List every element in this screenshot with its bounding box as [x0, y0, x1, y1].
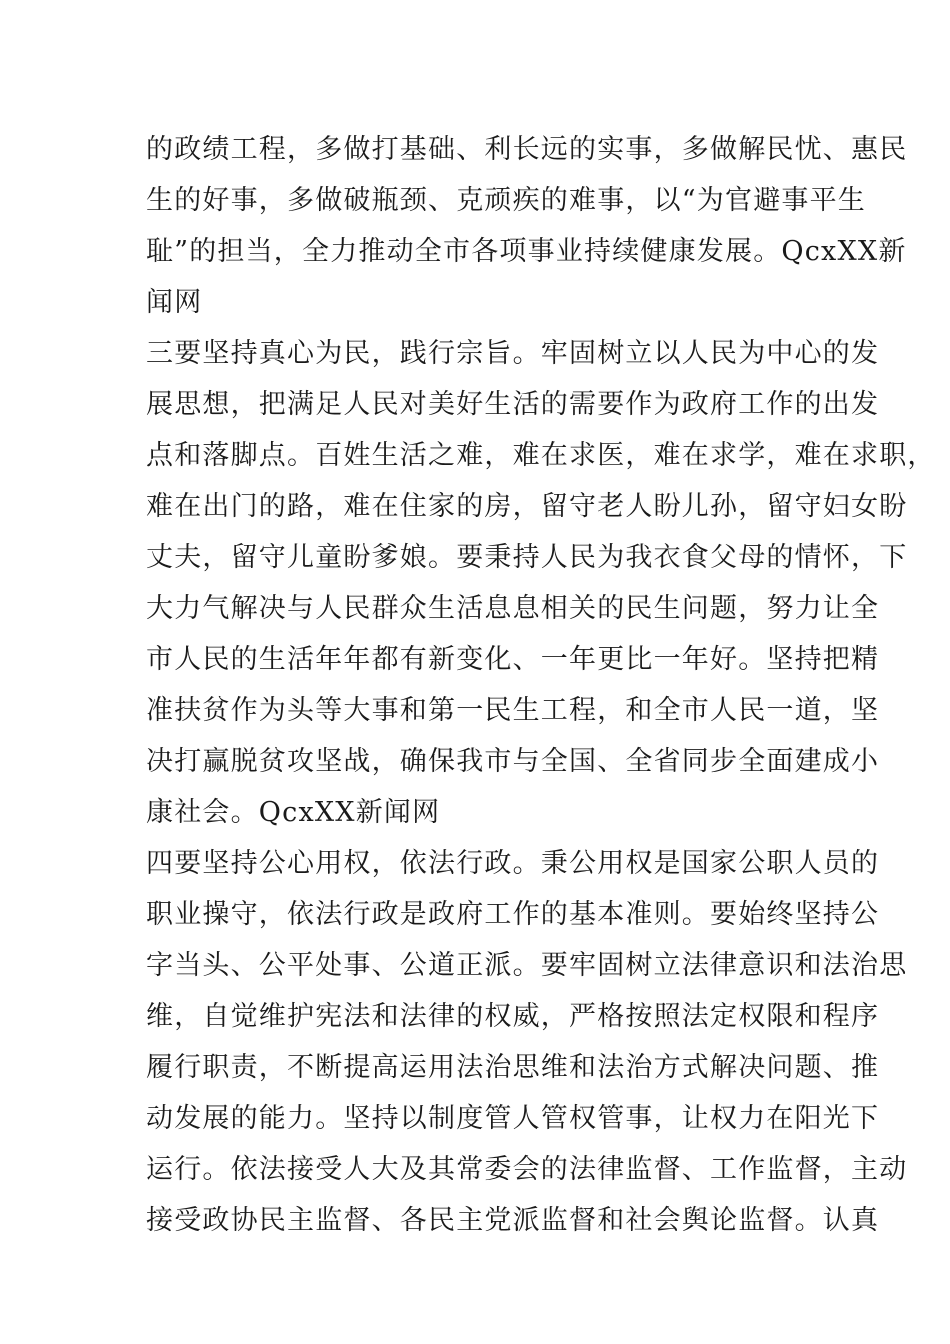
- paragraph-start-line: 四要坚持公心用权，依法行政。秉公用权是国家公职人员的: [146, 848, 880, 879]
- body-text: [146, 124, 936, 1246]
- text-line: 大力气解决与人民群众生活息息相关的民生问题，努力让全: [146, 593, 880, 624]
- text-line: 决打赢脱贫攻坚战，确保我市与全国、全省同步全面建成小: [146, 746, 880, 777]
- text-line: 难在出门的路，难在住家的房，留守老人盼儿孙，留守妇女盼: [146, 491, 908, 522]
- text-line: 运行。依法接受人大及其常委会的法律监督、工作监督，主动: [146, 1154, 908, 1185]
- text-line: 丈夫，留守儿童盼爹娘。要秉持人民为我衣食父母的情怀，下: [146, 542, 908, 573]
- text-line: 耻”的担当，全力推动全市各项事业持续健康发展。QcxXX新: [146, 236, 907, 267]
- text-line: 动发展的能力。坚持以制度管人管权管事，让权力在阳光下: [146, 1103, 880, 1134]
- paragraph-start-line: 三要坚持真心为民，践行宗旨。牢固树立以人民为中心的发: [146, 338, 880, 369]
- text-line: 市人民的生活年年都有新变化、一年更比一年好。坚持把精: [146, 644, 880, 675]
- text-line: 字当头、公平处事、公道正派。要牢固树立法律意识和法治思: [146, 950, 908, 981]
- text-line: 职业操守，依法行政是政府工作的基本准则。要始终坚持公: [146, 899, 880, 930]
- text-line: 接受政协民主监督、各民主党派监督和社会舆论监督。认真: [146, 1205, 880, 1236]
- text-line: 准扶贫作为头等大事和第一民生工程，和全市人民一道，坚: [146, 695, 880, 726]
- text-line: 履行职责，不断提高运用法治思维和法治方式解决问题、推: [146, 1052, 880, 1083]
- text-line: 康社会。QcxXX新闻网: [146, 797, 441, 828]
- text-line: 展思想，把满足人民对美好生活的需要作为政府工作的出发: [146, 389, 880, 420]
- text-line: 维，自觉维护宪法和法律的权威，严格按照法定权限和程序: [146, 1001, 880, 1032]
- text-line: 闻网: [146, 287, 203, 318]
- text-line: 的政绩工程，多做打基础、利长远的实事，多做解民忧、惠民: [146, 134, 908, 165]
- text-line: 点和落脚点。百姓生活之难，难在求医，难在求学，难在求职，: [146, 440, 936, 471]
- text-line: 生的好事，多做破瓶颈、克顽疾的难事，以“为官避事平生: [146, 185, 867, 216]
